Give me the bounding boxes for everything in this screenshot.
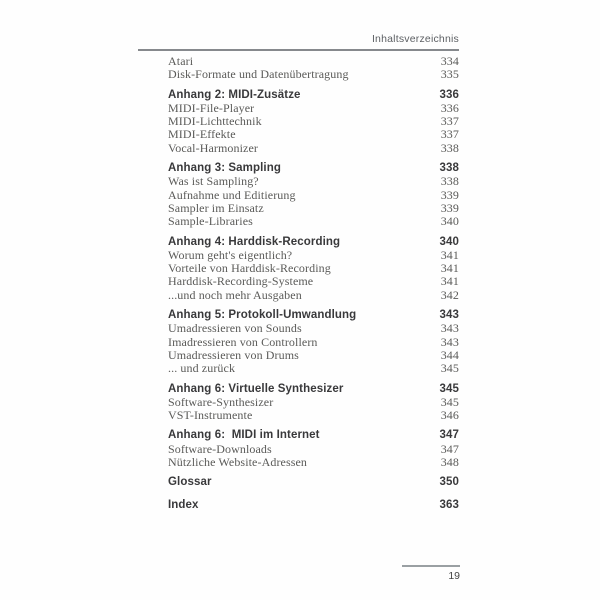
toc-entry-page: 348 [440, 455, 459, 470]
toc-section-heading [168, 162, 459, 175]
toc-group [168, 429, 459, 469]
toc-entry-page: 341 [440, 261, 459, 276]
toc-heading-label: Anhang 3: Sampling [168, 162, 281, 175]
toc-entry-page: 345 [440, 361, 459, 376]
toc-entry-label: Sample-Libraries [168, 214, 253, 229]
toc-entry [168, 249, 459, 262]
toc-entry [168, 409, 459, 422]
toc-entry [168, 115, 459, 128]
page-footer [402, 565, 460, 582]
toc-entry-page: 337 [440, 127, 459, 142]
toc-section-heading [168, 429, 459, 442]
toc-entry-label: ...und noch mehr Ausgaben [168, 287, 302, 302]
toc-section-heading [168, 383, 459, 396]
toc-heading-page: 345 [439, 382, 459, 395]
toc-entry [168, 322, 459, 335]
toc-entry [168, 175, 459, 188]
toc-entry-page: 346 [440, 408, 459, 423]
toc-entry-page: 338 [440, 140, 459, 155]
toc-entry [168, 456, 459, 469]
toc-entry-page: 341 [440, 247, 459, 262]
toc-entry [168, 275, 459, 288]
toc-entry [168, 128, 459, 141]
footer-page-number: 19 [448, 570, 460, 582]
toc-entry-label: Sampler im Einsatz [168, 200, 264, 215]
toc-entry-label: Umadressieren von Drums [168, 347, 299, 362]
toc-entry-label: Harddisk-Recording-Systeme [168, 274, 314, 289]
toc-entry-page: 342 [440, 287, 459, 302]
toc-entry-page: 336 [440, 100, 459, 115]
toc-group [168, 55, 459, 82]
toc-entry [168, 443, 459, 456]
toc-entry-page: 347 [440, 441, 459, 456]
toc-entry-label: ... und zurück [168, 361, 236, 376]
toc-heading-page: 336 [439, 88, 459, 101]
toc-heading-label: Anhang 6: Virtuelle Synthesizer [168, 382, 344, 395]
toc-entry-label: Was ist Sampling? [168, 174, 259, 189]
toc-entry [168, 215, 459, 228]
toc-entry-label: MIDI-File-Player [168, 100, 255, 115]
toc-entry-page: 363 [439, 498, 459, 511]
toc-entry-page: 335 [440, 67, 459, 82]
toc-entry [168, 68, 459, 81]
toc-heading-page: 338 [439, 162, 459, 175]
toc-entry-index [168, 499, 459, 512]
toc-entry [168, 262, 459, 275]
toc-entry-label: Worum geht's eigentlich? [168, 247, 293, 262]
toc-entry-page: 341 [440, 274, 459, 289]
page-header [138, 33, 459, 51]
toc-entry [168, 189, 459, 202]
toc-entry-label: Umadressieren von Sounds [168, 321, 302, 336]
toc-entry-page: 337 [440, 114, 459, 129]
toc-entry [168, 202, 459, 215]
toc-entry-glossar [168, 476, 459, 489]
toc-section-heading [168, 309, 459, 322]
toc-entry-label: Software-Synthesizer [168, 394, 274, 409]
toc-section-heading [168, 89, 459, 102]
toc-heading-label: Anhang 6: MIDI im Internet [168, 429, 320, 442]
toc-entry-label: Index [168, 498, 199, 511]
toc-entry-page: 334 [440, 54, 459, 68]
toc-entry [168, 102, 459, 115]
toc-entry [168, 396, 459, 409]
toc-entry-label: Glossar [168, 476, 212, 489]
toc-entry-page: 350 [439, 476, 459, 489]
header-title: Inhaltsverzeichnis [371, 33, 459, 45]
toc-entry-label: VST-Instrumente [168, 408, 253, 423]
toc-entry [168, 336, 459, 349]
toc-group [168, 236, 459, 302]
toc-entry-page: 344 [440, 347, 459, 362]
toc-entry [168, 362, 459, 375]
toc-group [168, 162, 459, 228]
toc-section-heading [168, 236, 459, 249]
toc-heading-page: 340 [439, 235, 459, 248]
toc-group [168, 383, 459, 423]
toc-entry-page: 339 [440, 200, 459, 215]
toc-entry-label: MIDI-Effekte [168, 127, 236, 142]
toc-heading-page: 343 [439, 309, 459, 322]
toc-entry-page: 343 [440, 334, 459, 349]
toc-entry-label: Vocal-Harmonizer [168, 140, 259, 155]
toc-entry-page: 338 [440, 174, 459, 189]
toc-entry-label: Nützliche Website-Adressen [168, 455, 308, 470]
toc-entry [168, 289, 459, 302]
toc-entry-label: Aufnahme und Editierung [168, 187, 296, 202]
toc-heading-label: Anhang 5: Protokoll-Umwandlung [168, 309, 357, 322]
header-rule [138, 49, 459, 51]
toc-entry-label: Vorteile von Harddisk-Recording [168, 261, 331, 276]
footer-rule [402, 565, 460, 567]
toc-entry [168, 142, 459, 155]
toc-entry-label: Software-Downloads [168, 441, 272, 456]
toc-heading-label: Anhang 2: MIDI-Zusätze [168, 88, 301, 101]
toc-entry-page: 340 [440, 214, 459, 229]
toc-entry-label: Imadressieren von Controllern [168, 334, 318, 349]
toc-group [168, 89, 459, 155]
toc-entry-page: 343 [440, 321, 459, 336]
toc-heading-page: 347 [439, 429, 459, 442]
toc-list [168, 55, 459, 512]
toc-entry-page: 339 [440, 187, 459, 202]
toc-entry [168, 349, 459, 362]
toc-group [168, 309, 459, 375]
toc-entry [168, 55, 459, 68]
toc-entry-label: Atari [168, 54, 194, 68]
toc-entry-page: 345 [440, 394, 459, 409]
toc-entry-label: MIDI-Lichttechnik [168, 114, 262, 129]
toc-entry-label: Disk-Formate und Datenübertragung [168, 67, 349, 82]
toc-heading-label: Anhang 4: Harddisk-Recording [168, 235, 341, 248]
